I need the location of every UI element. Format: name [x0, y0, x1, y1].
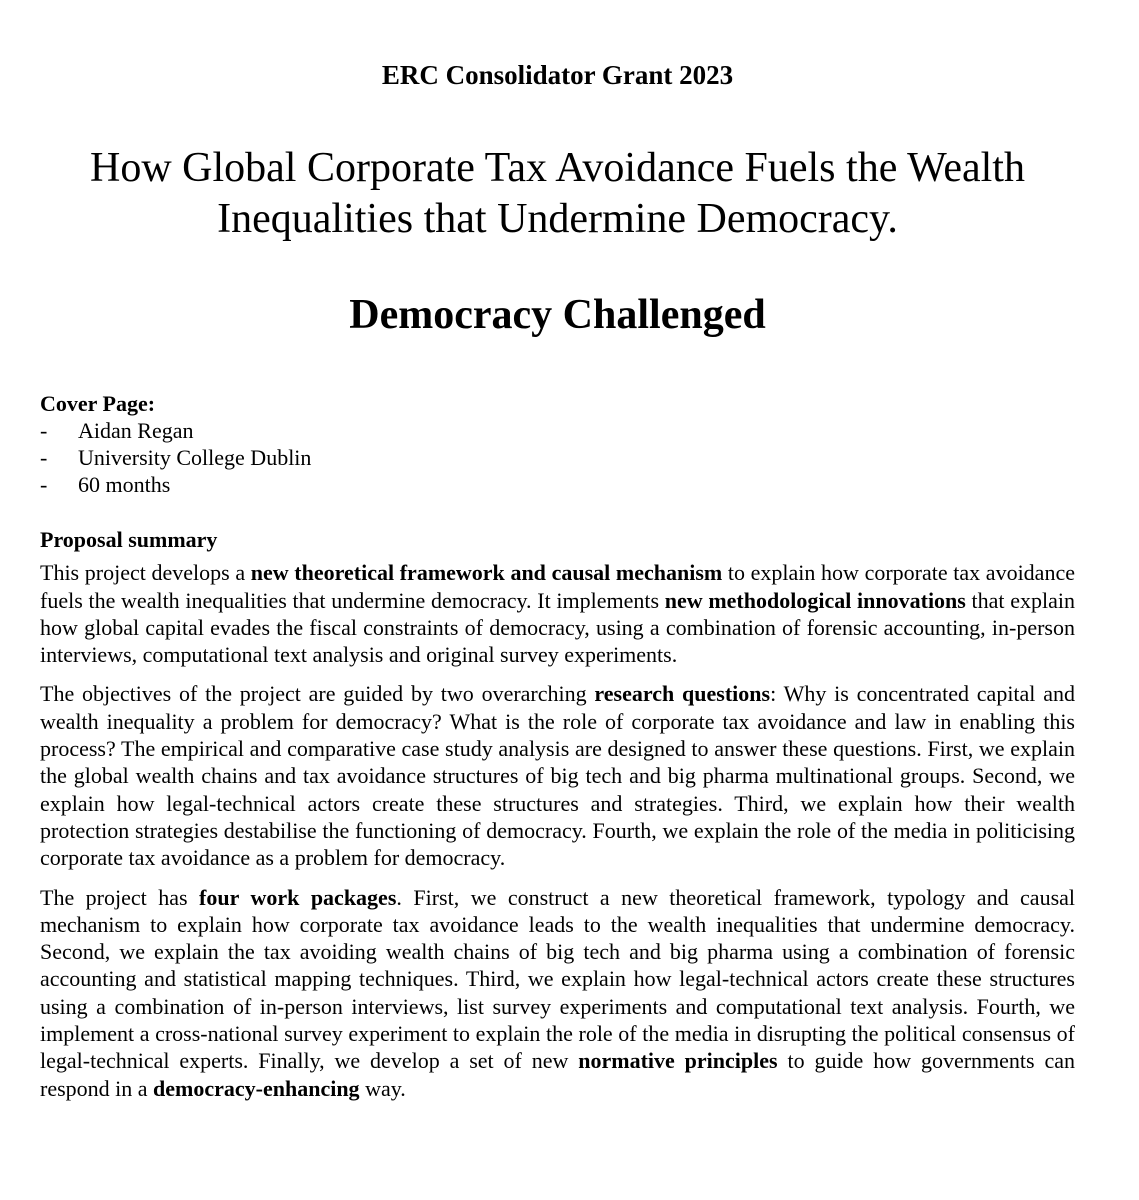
body-text: that explain how global capital evades the fiscal constraints of democracy, using a combination of forensic accounting, in-person interviews, computational text analysis and original survey experiments. [40, 587, 1076, 668]
emphasis-text: research questions [594, 681, 771, 707]
host-institution: University College Dublin [78, 445, 312, 470]
summary-paragraph-2 [40, 680, 1075, 871]
list-item [40, 444, 311, 471]
body-text: to explain how corporate tax avoidance fuels the wealth inequalities that undermine democracy. It implements [40, 560, 1075, 613]
list-bullet: - [40, 445, 48, 470]
body-text: The project has [40, 884, 200, 910]
cover-page-section [40, 390, 311, 498]
emphasis-text: normative principles [578, 1048, 778, 1074]
proposal-summary-heading: Proposal summary [40, 527, 218, 552]
project-acronym-title: Democracy Challenged [349, 292, 766, 338]
body-text: way. [359, 1075, 406, 1101]
summary-paragraph-3 [40, 884, 1075, 1102]
proposal-summary-section [40, 526, 1075, 1114]
principal-investigator: Aidan Regan [78, 418, 194, 443]
cover-page-heading: Cover Page: [40, 391, 156, 416]
body-text: This project develops a [40, 560, 251, 586]
emphasis-text: democracy-enhancing [153, 1075, 360, 1101]
document-title [0, 143, 1115, 245]
document-title-line-2: Inequalities that Undermine Democracy. [217, 196, 898, 242]
emphasis-text: new methodological innovations [664, 587, 966, 613]
grant-header: ERC Consolidator Grant 2023 [381, 60, 734, 90]
body-text: The objectives of the project are guided by two overarching [40, 681, 595, 707]
list-item [40, 417, 311, 444]
project-duration: 60 months [78, 472, 171, 497]
list-bullet: - [40, 472, 48, 497]
list-item [40, 471, 311, 498]
emphasis-text: new theoretical framework and causal mechanism [250, 560, 723, 586]
summary-paragraph-1 [40, 559, 1075, 668]
list-bullet: - [40, 418, 48, 443]
cover-page-list [40, 417, 311, 498]
body-text: to guide how governments can respond in a [40, 1048, 1075, 1101]
body-text: : Why is concentrated capital and wealth inequality a problem for democracy? What is the role of corporate tax avoidance and law in enabling this process? The empirical and comparative case study analysis are designed to answer these questions. First, we explain the global wealth chains and tax avoidance structures of big tech and big pharma multinational groups. Second, we explain how legal-technical actors create these structures and strategies. Third, we explain how their wealth protection strategies destabilise the functioning of democracy. Fourth, we explain the role of the media in politicising corporate tax avoidance as a problem for democracy. [40, 681, 1075, 871]
emphasis-text: four work packages [199, 884, 397, 910]
body-text: . First, we construct a new theoretical framework, typology and causal mechanism to explain how corporate tax avoidance leads to the wealth inequalities that undermine democracy. Second, we explain the tax avoiding wealth chains of big tech and big pharma using a combination of forensic accounting and statistical mapping techniques. Third, we explain how legal-technical actors create these structures using a combination of in-person interviews, list survey experiments and computational text analysis. Fourth, we implement a cross-national survey experiment to explain the role of the media in disrupting the political consensus of legal-technical experts. Finally, we develop a set of new [40, 884, 1076, 1074]
document-title-line-1: How Global Corporate Tax Avoidance Fuels the Wealth [90, 145, 1025, 191]
